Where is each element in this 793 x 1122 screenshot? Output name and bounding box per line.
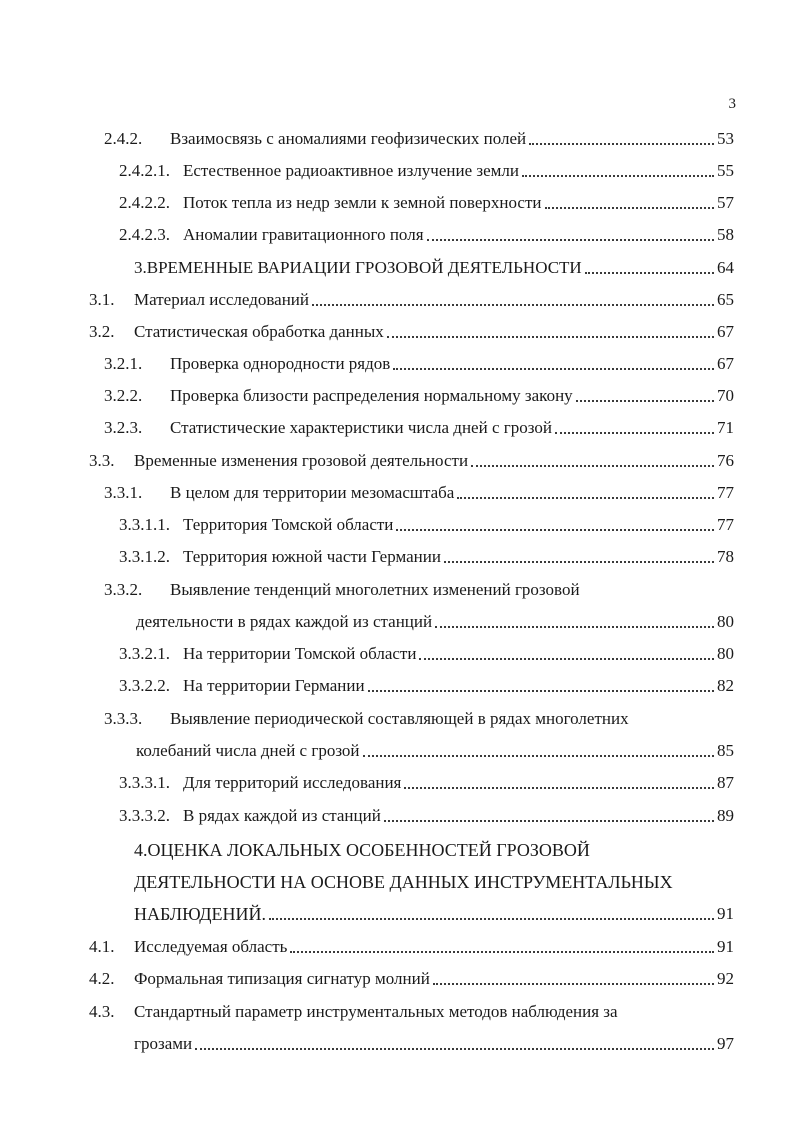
toc-entry-title: На территории Томской области (183, 644, 417, 663)
dot-leader (312, 303, 714, 306)
toc-entry-number: 2.4.2.2. (119, 193, 170, 212)
toc-chapter (134, 256, 734, 280)
toc-entry-number: 4.1. (89, 937, 115, 956)
toc-entry (119, 771, 734, 795)
toc-entry (119, 804, 734, 828)
toc-entry-number: 3.3.2. (104, 580, 143, 599)
toc-entry-page: 58 (717, 225, 734, 244)
toc-entry-page: 57 (717, 193, 734, 212)
toc-entry-title: На территории Германии (183, 676, 365, 695)
toc-chapter-continuation (134, 870, 734, 894)
toc-entry-continuation (134, 1032, 734, 1056)
toc-entry (119, 545, 734, 569)
toc-entry-continuation (136, 739, 734, 763)
toc-entry-number: 3.3.3.1. (119, 773, 170, 792)
toc-entry (104, 127, 734, 151)
toc-entry-number: 3.3.1.2. (119, 547, 170, 566)
toc-entry-title: Естественное радиоактивное излучение земли (183, 161, 519, 180)
toc-entry (119, 513, 734, 537)
toc-entry-page: 91 (717, 937, 734, 956)
toc-entry (89, 1000, 734, 1024)
dot-leader (396, 528, 714, 531)
toc-entry (104, 578, 734, 602)
dot-leader (393, 367, 714, 370)
toc-entry (104, 707, 734, 731)
toc-entry-page: 77 (717, 515, 734, 534)
toc-entry-title: Статистические характеристики числа дней с грозой (170, 418, 552, 437)
toc-entry-page: 67 (717, 322, 734, 341)
toc-entry (89, 935, 734, 959)
dot-leader (363, 754, 714, 757)
toc-chapter-continuation (134, 902, 734, 926)
toc-entry-continuation (136, 610, 734, 634)
toc-entry-page: 71 (717, 418, 734, 437)
toc-entry-number: 3.3.2.2. (119, 676, 170, 695)
toc-entry-title: В рядах каждой из станций (183, 806, 381, 825)
toc-entry-title: деятельности в рядах каждой из станций (136, 612, 433, 631)
toc-entry (104, 481, 734, 505)
toc-entry-page: 87 (717, 773, 734, 792)
toc-entry-page: 55 (717, 161, 734, 180)
dot-leader (404, 786, 714, 789)
dot-leader (290, 950, 714, 953)
toc-entry-page: 70 (717, 386, 734, 405)
toc-entry-page: 91 (717, 904, 734, 923)
toc-entry-title: Проверка однородности рядов (170, 354, 391, 373)
toc-entry-number: 3.2. (89, 322, 115, 341)
dot-leader (522, 174, 714, 177)
toc-entry-title: Временные изменения грозовой деятельности (134, 451, 469, 470)
toc-chapter-title: 4.ОЦЕНКА ЛОКАЛЬНЫХ ОСОБЕННОСТЕЙ ГРОЗОВОЙ (134, 840, 590, 860)
dot-leader (529, 142, 714, 145)
toc-entry-title: Для территорий исследования (183, 773, 402, 792)
toc-entry-page: 97 (717, 1034, 734, 1053)
dot-leader (576, 399, 714, 402)
toc-entry-title: Проверка близости распределения нормальному закону (170, 386, 573, 405)
toc-entry (119, 642, 734, 666)
toc-entry-page: 76 (717, 451, 734, 470)
toc-entry-number: 3.2.2. (104, 386, 143, 405)
dot-leader (384, 819, 714, 822)
toc-entry (89, 288, 734, 312)
toc-entry-page: 64 (717, 258, 734, 277)
toc-entry-title: В целом для территории мезомасштаба (170, 483, 455, 502)
toc-entry (119, 674, 734, 698)
toc-entry-page: 77 (717, 483, 734, 502)
dot-leader (368, 689, 714, 692)
toc-entry-number: 3.3.3.2. (119, 806, 170, 825)
dot-leader (435, 625, 714, 628)
page-number: 3 (728, 96, 736, 112)
toc-chapter-title: ДЕЯТЕЛЬНОСТИ НА ОСНОВЕ ДАННЫХ ИНСТРУМЕНТАЛЬНЫХ (134, 872, 673, 892)
toc-entry-number: 3.2.3. (104, 418, 143, 437)
toc-entry-page: 89 (717, 806, 734, 825)
toc-entry-page: 53 (717, 129, 734, 148)
toc-chapter (134, 838, 734, 862)
toc-entry-number: 3.3.1. (104, 483, 143, 502)
dot-leader (585, 271, 714, 274)
dot-leader (427, 238, 714, 241)
toc-entry (119, 191, 734, 215)
dot-leader (545, 206, 715, 209)
toc-entry (89, 967, 734, 991)
toc-entry (119, 223, 734, 247)
toc-entry-page: 80 (717, 644, 734, 663)
dot-leader (387, 335, 714, 338)
dot-leader (419, 657, 714, 660)
toc-entry-number: 3.3.3. (104, 709, 143, 728)
toc-chapter-title: НАБЛЮДЕНИЙ. (134, 904, 267, 924)
toc-entry-title: Территория Томской области (183, 515, 394, 534)
toc-entry-number: 3.3.1.1. (119, 515, 170, 534)
toc-entry-title: Выявление тенденций многолетних изменений грозовой (170, 580, 580, 599)
toc-entry (104, 384, 734, 408)
dot-leader (444, 560, 714, 563)
toc-entry-title: Аномалии гравитационного поля (183, 225, 424, 244)
toc-entry-number: 2.4.2.3. (119, 225, 170, 244)
dot-leader (471, 464, 714, 467)
toc-entry-number: 2.4.2. (104, 129, 143, 148)
toc-entry-page: 65 (717, 290, 734, 309)
toc-entry-number: 3.3. (89, 451, 115, 470)
toc-entry-number: 3.1. (89, 290, 115, 309)
toc-entry-title: Материал исследований (134, 290, 310, 309)
toc-entry-title: Формальная типизация сигнатур молний (134, 969, 430, 988)
toc-entry-title: Исследуемая область (134, 937, 288, 956)
toc-entry-page: 78 (717, 547, 734, 566)
toc-entry-number: 2.4.2.1. (119, 161, 170, 180)
dot-leader (433, 982, 714, 985)
toc-entry-number: 3.2.1. (104, 354, 143, 373)
toc-entry-title: грозами (134, 1034, 193, 1053)
toc-entry-page: 92 (717, 969, 734, 988)
toc-entry-title: Выявление периодической составляющей в рядах многолетних (170, 709, 629, 728)
toc-entry-number: 4.2. (89, 969, 115, 988)
toc-entry-page: 85 (717, 741, 734, 760)
toc-chapter-title: 3.ВРЕМЕННЫЕ ВАРИАЦИИ ГРОЗОВОЙ ДЕЯТЕЛЬНОСТИ (134, 258, 582, 277)
toc-entry-title: Территория южной части Германии (183, 547, 441, 566)
toc-entry (89, 320, 734, 344)
toc-entry-title: Взаимосвязь с аномалиями геофизических полей (170, 129, 527, 148)
toc-entry-page: 80 (717, 612, 734, 631)
toc-entry (89, 449, 734, 473)
toc-entry-number: 4.3. (89, 1002, 115, 1021)
dot-leader (195, 1047, 714, 1050)
toc-entry-page: 82 (717, 676, 734, 695)
dot-leader (269, 917, 714, 920)
toc-entry-title: колебаний числа дней с грозой (136, 741, 360, 760)
toc-entry (104, 416, 734, 440)
toc-entry (104, 352, 734, 376)
toc-entry-title: Статистическая обработка данных (134, 322, 384, 341)
toc-entry-title: Стандартный параметр инструментальных методов наблюдения за (134, 1002, 618, 1021)
toc-entry-title: Поток тепла из недр земли к земной поверхности (183, 193, 542, 212)
toc-entry-page: 67 (717, 354, 734, 373)
dot-leader (457, 496, 714, 499)
toc-entry-number: 3.3.2.1. (119, 644, 170, 663)
toc-entry (119, 159, 734, 183)
dot-leader (555, 431, 714, 434)
